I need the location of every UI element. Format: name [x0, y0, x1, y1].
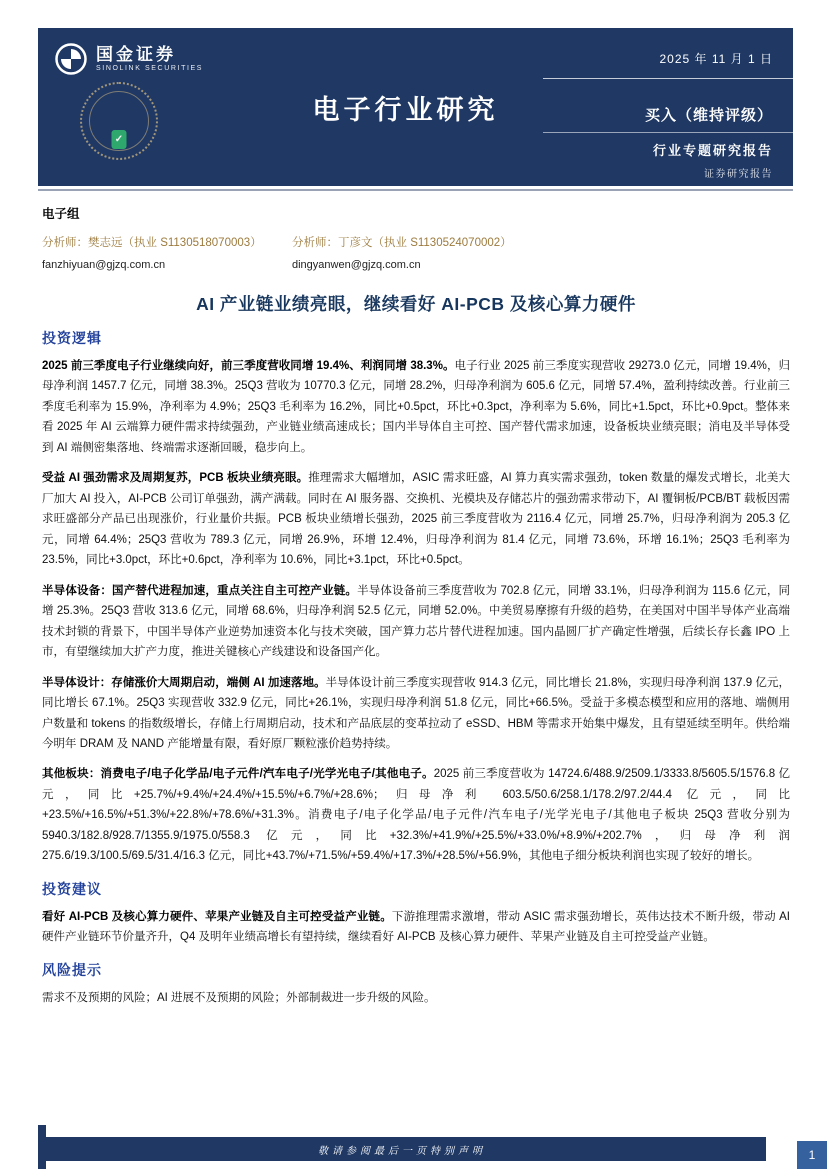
header-bottom-rule	[38, 189, 793, 191]
para-lead: 半导体设计：存储涨价大周期启动，端侧 AI 加速落地。	[42, 676, 326, 689]
section-heading-risk: 风险提示	[42, 961, 102, 978]
paragraph	[42, 673, 790, 755]
brand-logo	[54, 42, 203, 76]
team-group-name: 电子组	[42, 207, 80, 221]
analyst-block	[42, 234, 790, 271]
analyst-entry	[42, 234, 292, 271]
para-body: 下游推理需求激增，带动 ASIC 需求强劲增长，英伟达技术不断升级，带动 AI 硬件产业链环节价量齐升，Q4 及明年业绩高增长有望持续，继续看好 AI-PCB 及核心算力硬件、苹果产业链及自主可控受益产业链。	[42, 910, 790, 944]
header-title: 电子行业研究	[312, 95, 499, 125]
analyst-email: dingyanwen@gjzq.com.cn	[292, 259, 421, 271]
sinolink-logo-icon	[54, 42, 88, 76]
para-body: 2025 前三季度营收为 14724.6/488.9/2509.1/3333.8/5605.5/1576.8 亿元，同比+25.7%/+9.4%/+24.4%/+15.5%/+6.7%/+28.6%；归母净利 603.5/50.6/258.1/178.2/97.2/44.4 亿元，同比+23.5%/+16.5%/+51.3%/+22.8%/+78.6%/+31.3%。消费电子/电子化学品/电子元件/汽车电子/光学光电子/其他电子板块 25Q3 营收分别为 5940.3/182.8/928.7/1355.9/1975.0/558.3 亿元，同比+32.3%/+41.9%/+25.5%/+33.0%/+8.9%/+202.7%，归母净利润 275.6/19.3/100.5/69.5/31.4/16.3 亿元，同比+43.7%/+71.5%/+59.4%/+17.3%/+28.5%/+56.9%，其他电子细分板块利润也实现了较好的增长。	[42, 768, 790, 863]
green-check-icon: ✓	[112, 130, 127, 149]
para-body: 半导体设计前三季度实现营收 914.3 亿元，同比增长 21.8%，实现归母净利润 137.9 亿元，同比增长 67.1%。25Q3 实现营收 332.9 亿元，同比+26.1%，实现归母净利润 51.8 亿元，同比+66.5%。受益于多模态模型和应用的落地、端侧用户数量和 tokens 的指数级增长，存储上行周期启动，技术和产品底层的变革拉动了 eSSD、HBM 等需求开始集中爆发，且有望延续至明年。供给端今明年 DRAM 及 NAND 产能增量有限，看好原厂颗粒涨价趋势持续。	[42, 676, 790, 750]
para-body: 推理需求大幅增加，ASIC 需求旺盛，AI 算力真实需求强劲，token 数量的爆发式增长，北美大厂加大 AI 投入，AI-PCB 公司订单强劲，满产满载。同时在 AI 服务器、交换机、光模块及存储芯片的强劲需求带动下，AI 覆铜板/PCB/BT 载板因需求旺盛部分产品已出现涨价，行业量价共振。PCB 板块业绩增长强劲，2025 前三季度营收为 2116.4 亿元，同增 25.7%，归母净利润为 205.3 亿元，同增 64.4%；25Q3 营收为 789.3 亿元，同增 26.9%，环增 12.4%，归母净利润为 81.4 亿元，同增 73.6%，环增 16.1%；25Q3 毛利率为 23.5%，同比+3.0pct，环比+0.6pct，净利率为 10.6%，同比+3.1pct，环比+0.5pct。	[42, 472, 790, 567]
para-body: 电子行业 2025 前三季度实现营收 29273.0 亿元，同增 19.4%，归母净利润 1457.7 亿元，同增 38.3%。25Q3 营收为 10770.3 亿元，同增 28.2%，归母净利润为 605.6 亿元，同增 57.4%，盈利持续改善。行业前三季度毛利率为 15.9%，净利率为 4.9%；25Q3 毛利率为 16.2%，同比+0.5pct，环比+0.3pct，净利率为 5.6%，同比+1.5pct，环比+0.9pct。整体来看 2025 年 AI 云端算力硬件需求持续强劲，产业链业绩高速成长；国内半导体自主可控、国产替代需求加速，设备板块业绩亮眼；消电及半导体受到 AI 端侧密集落地、终端需求逐渐回暖，稳步向上。	[42, 360, 790, 454]
para-lead: 2025 前三季度电子行业继续向好，前三季度营收同增 19.4%、利润同增 38.3%。	[42, 360, 455, 372]
paragraph	[42, 356, 790, 458]
para-lead: 看好 AI-PCB 及核心算力硬件、苹果产业链及自主可控受益产业链。	[42, 910, 392, 923]
report-content	[42, 204, 790, 1018]
para-lead: 其他板块：消费电子/电子化学品/电子元件/汽车电子/光学光电子/其他电子。	[42, 768, 434, 781]
analyst-email: fanzhiyuan@gjzq.com.cn	[42, 259, 166, 271]
analyst-name-label: 分析师：丁彦文（执业 S1130524070002）	[292, 237, 512, 249]
report-date: 2025 年 11 月 1 日	[659, 52, 773, 66]
footer-disclaimer: 敬请参阅最后一页特别声明	[318, 1145, 486, 1157]
brand-name-en: SINOLINK SECURITIES	[96, 64, 204, 72]
section-heading-invest-advice: 投资建议	[42, 880, 102, 897]
header-divider	[543, 78, 793, 79]
report-header	[38, 28, 793, 186]
brand-name-cn: 国金证券	[96, 45, 176, 65]
para-lead: 受益 AI 强劲需求及周期复苏，PCB 板块业绩亮眼。	[42, 472, 309, 485]
analyst-entry	[292, 234, 542, 271]
para-body: 半导体设备前三季度营收为 702.8 亿元，同增 33.1%，归母净利润为 115.6 亿元，同增 25.3%。25Q3 营收 313.6 亿元，同增 68.6%，归母净利润 52.5 亿元，同增 52.0%。中美贸易摩擦有升级的趋势，在美国对中国半导体产业高端技术封锁的背景下，中国半导体产业逆势加速资本化与技术突破，国产算力芯片替代进程加速。国内晶圆厂扩产确定性增强，后续长存长鑫 IPO 上市，有望继续加大扩产力度，推进关键核心产线建设和设备国产化。	[42, 584, 790, 659]
para-lead: 半导体设备：国产替代进程加速，重点关注自主可控产业链。	[42, 584, 358, 597]
paragraph	[42, 581, 790, 663]
report-type-label: 行业专题研究报告	[652, 143, 773, 158]
brand-name	[96, 46, 203, 72]
paragraph	[42, 764, 790, 866]
paragraph	[42, 907, 790, 948]
page-number-badge: 1	[797, 1141, 827, 1169]
report-series-label: 证券研究报告	[704, 169, 773, 180]
paragraph	[42, 468, 790, 570]
analyst-name-label: 分析师：樊志远（执业 S1130518070003）	[42, 237, 262, 249]
paragraph	[42, 988, 790, 1008]
rating-badge: 买入（维持评级）	[644, 107, 773, 124]
page-title: AI 产业链业绩亮眼，继续看好 AI-PCB 及核心算力硬件	[196, 294, 636, 314]
header-divider	[543, 132, 793, 133]
para-body: 需求不及预期的风险；AI 进展不及预期的风险；外部制裁进一步升级的风险。	[42, 991, 436, 1004]
footer-band	[38, 1137, 766, 1161]
section-heading-invest-logic: 投资逻辑	[42, 330, 102, 346]
